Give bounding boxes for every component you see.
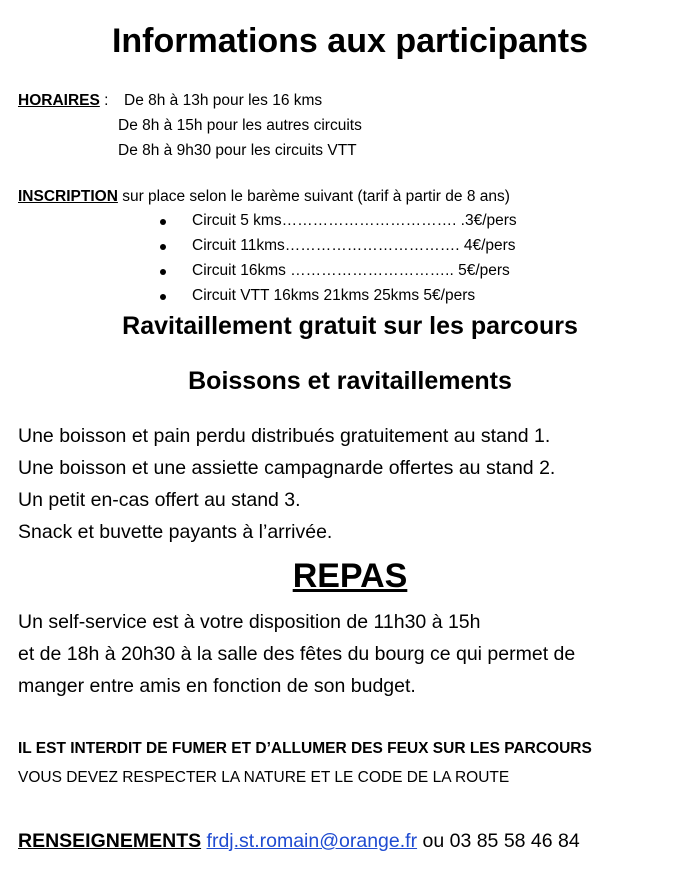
horaires-line-1: De 8h à 13h pour les 16 kms — [124, 92, 323, 109]
warning-line-1: IL EST INTERDIT DE FUMER ET D’ALLUMER DES FEUX SUR LES PARCOURS — [18, 740, 592, 757]
boissons-line-2: Une boisson et une assiette campagnarde offertes au stand 2. — [18, 457, 556, 479]
boissons-heading: Boissons et ravitaillements — [188, 367, 512, 395]
repas-line-1: Un self-service est à votre disposition de 11h30 à 15h — [18, 611, 481, 633]
horaires-row-1 — [18, 92, 108, 110]
repas-line-2: et de 18h à 20h30 à la salle des fêtes du bourg ce qui permet de — [18, 643, 576, 665]
list-item-text: Circuit 16kms ………………………….. 5€/pers — [192, 262, 510, 279]
list-item-text: Circuit VTT 16kms 21kms 25kms 5€/pers — [192, 287, 476, 304]
renseignements-row — [18, 830, 580, 853]
boissons-line-3: Un petit en-cas offert au stand 3. — [18, 489, 301, 511]
list-item-text: Circuit 11kms……………………………. 4€/pers — [192, 237, 516, 254]
phone-number: 03 85 58 46 84 — [449, 830, 580, 852]
bullet-icon — [160, 219, 166, 225]
renseignements-label: RENSEIGNEMENTS — [18, 830, 202, 852]
boissons-line-4: Snack et buvette payants à l’arrivée. — [18, 521, 333, 543]
horaires-line-2: De 8h à 15h pour les autres circuits — [118, 117, 362, 134]
bullet-icon — [160, 244, 166, 250]
tarif-list — [160, 212, 560, 312]
page-title: Informations aux participants — [111, 22, 589, 60]
boissons-line-1: Une boisson et pain perdu distribués gratuitement au stand 1. — [18, 425, 551, 447]
renseignements-separator: ou — [417, 830, 450, 852]
horaires-separator: : — [99, 92, 109, 109]
bullet-icon — [160, 269, 166, 275]
email-link[interactable]: frdj.st.romain@orange.fr — [206, 830, 418, 852]
inscription-label: INSCRIPTION — [18, 188, 118, 205]
ravitaillement-heading: Ravitaillement gratuit sur les parcours — [122, 312, 578, 340]
inscription-text: sur place selon le barème suivant (tarif à partir de 8 ans) — [117, 188, 510, 205]
warning-line-2: VOUS DEVEZ RESPECTER LA NATURE ET LE CODE DE LA ROUTE — [18, 769, 510, 786]
repas-heading: REPAS — [292, 557, 408, 595]
list-item-text: Circuit 5 kms……………………………. .3€/pers — [192, 212, 517, 229]
bullet-icon — [160, 294, 166, 300]
repas-line-3: manger entre amis en fonction de son budget. — [18, 675, 416, 697]
inscription-row — [18, 188, 510, 206]
horaires-line-3: De 8h à 9h30 pour les circuits VTT — [118, 142, 357, 159]
horaires-label: HORAIRES — [18, 92, 100, 109]
